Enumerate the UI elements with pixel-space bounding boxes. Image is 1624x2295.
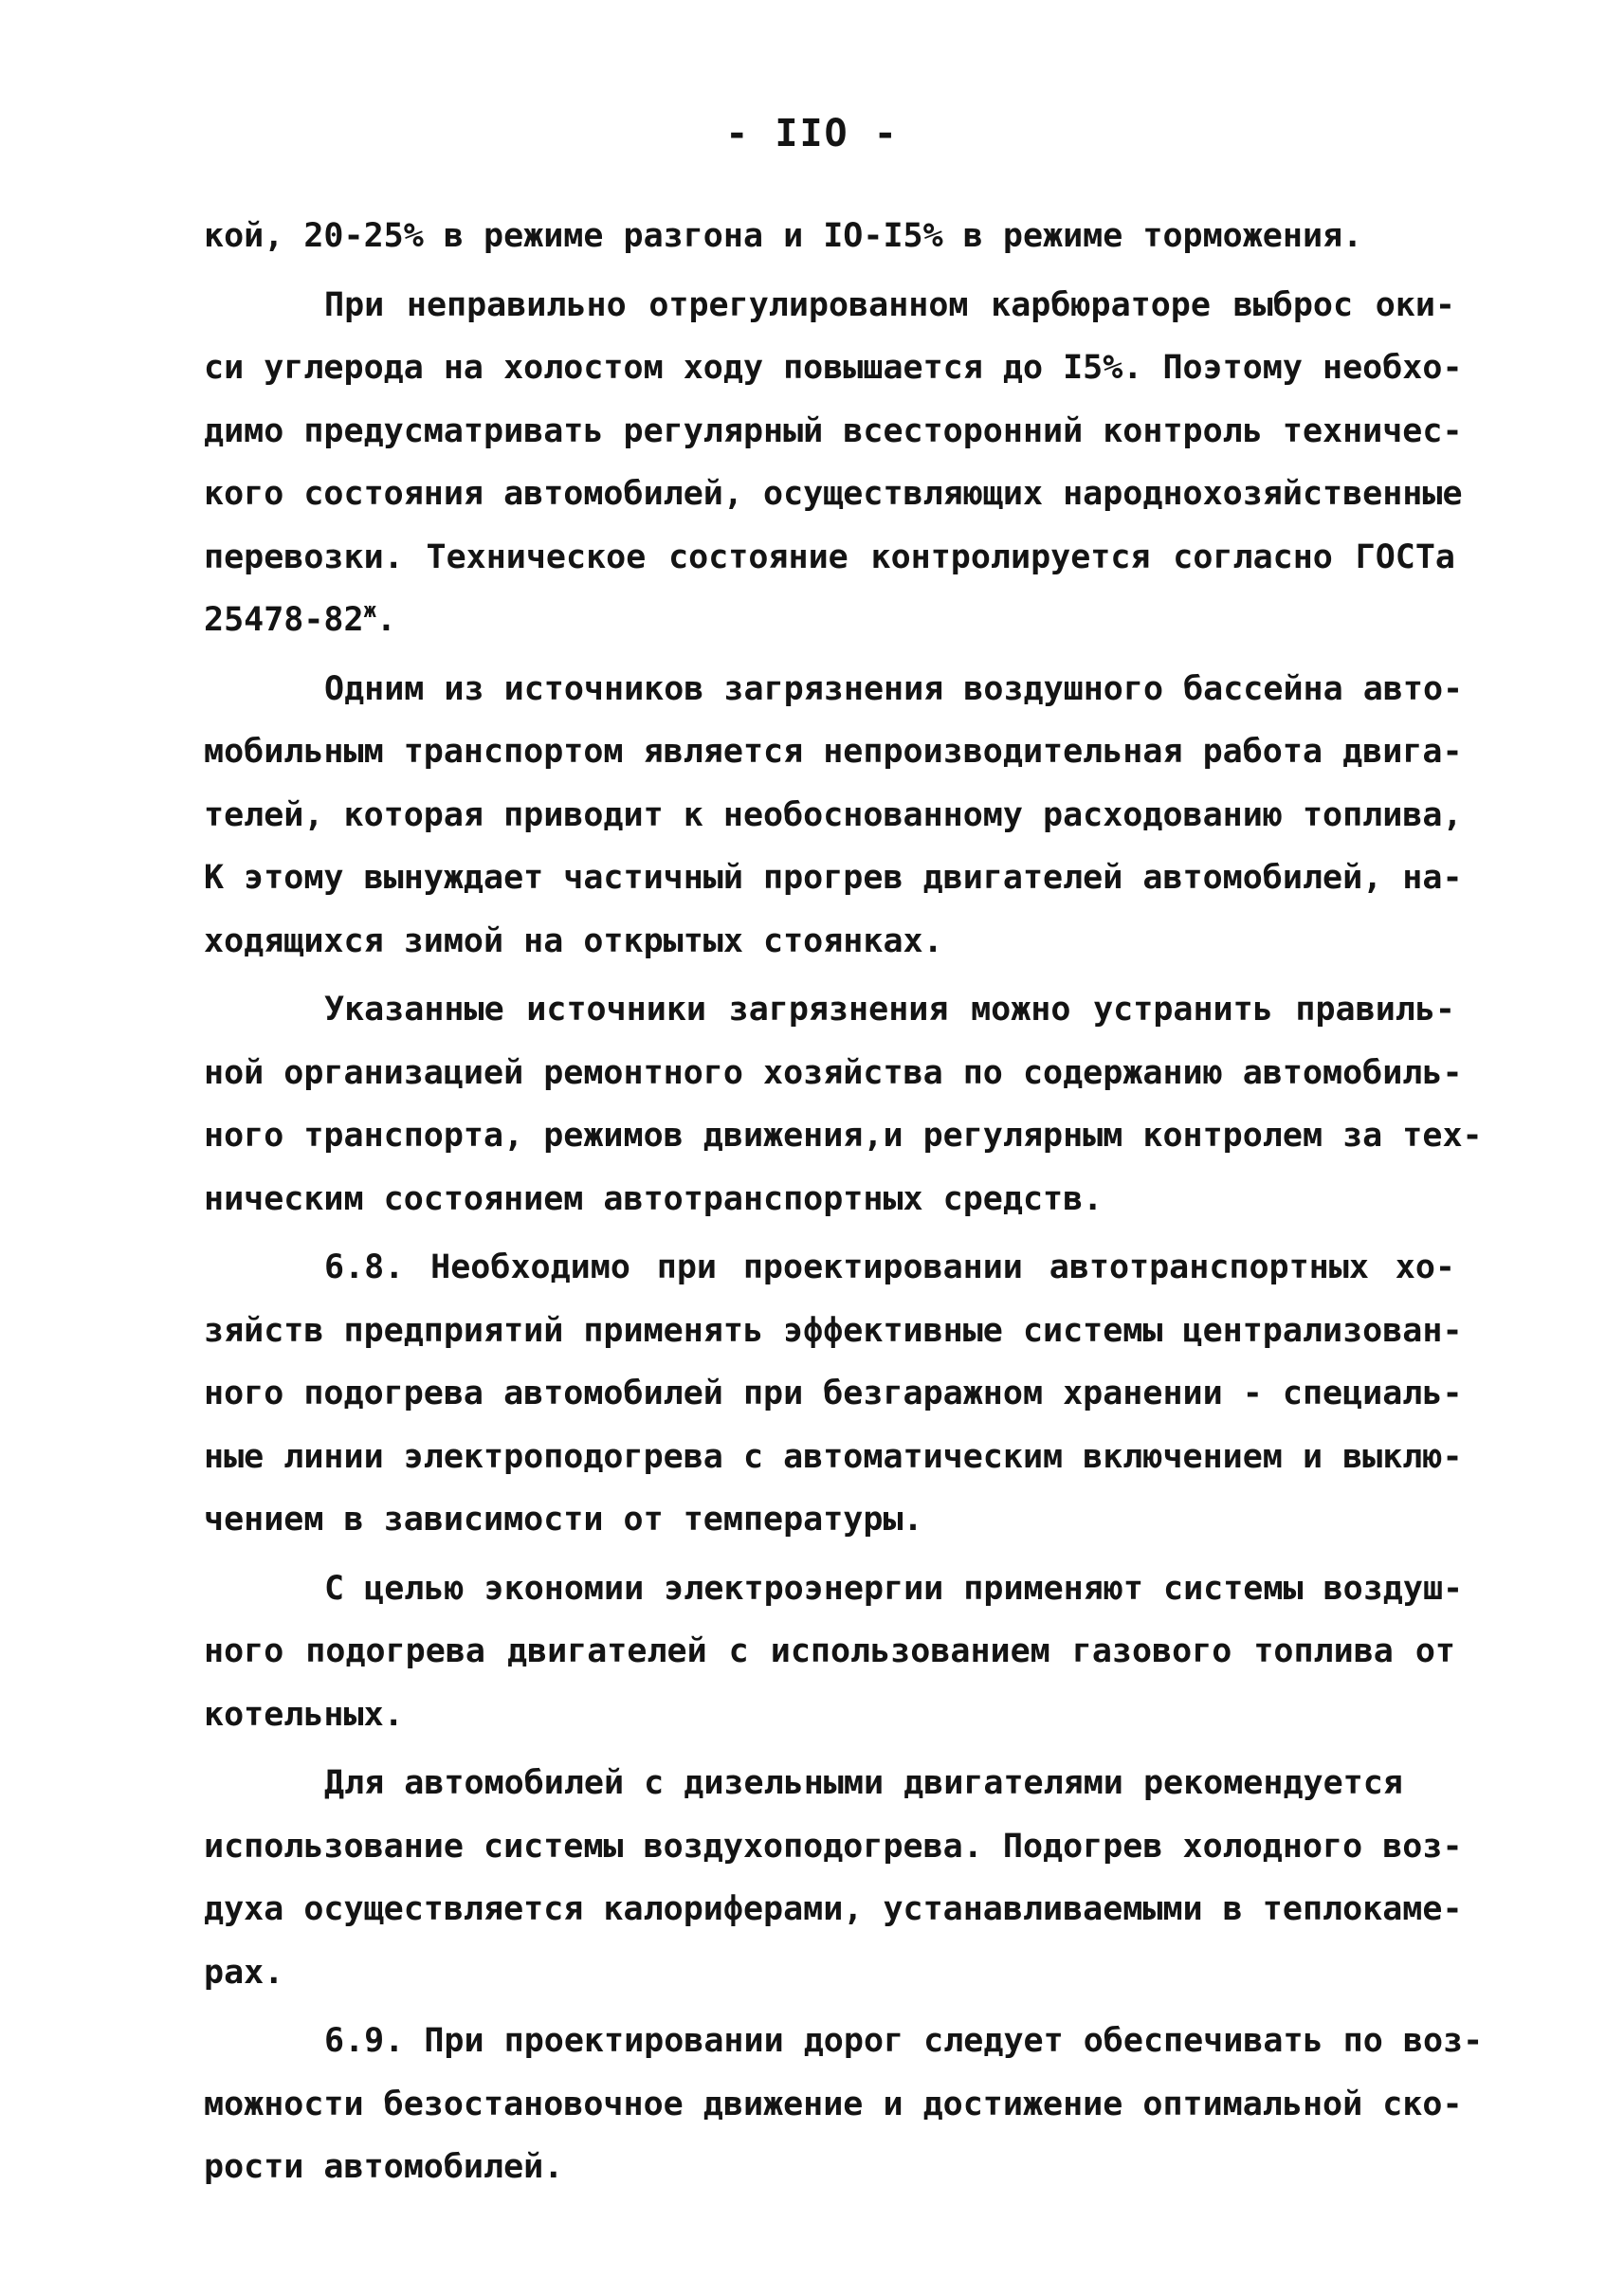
text-line: рах. (204, 1953, 284, 1992)
text-line: Указанные источники загрязнения можно устранить правиль- (324, 991, 1455, 1029)
text-line: использование системы воздухоподогрева. Подогрев холодного воз- (204, 1827, 1463, 1866)
paragraph (204, 658, 1464, 974)
text-line: телей, которая приводит к необоснованному расходованию топлива, (204, 795, 1463, 834)
text-line: С целью экономии электроэнергии применяют системы воздуш- (324, 1569, 1464, 1608)
paragraph (204, 205, 1455, 268)
text-line: 6.8. Необходимо при проектировании автотранспортных хо- (324, 1248, 1455, 1286)
text-line: ходящихся зимой на открытых стоянках. (204, 921, 943, 960)
text-line: мобильным транспортом является непроизводительная работа двига- (204, 733, 1463, 771)
body-text (204, 205, 1484, 2199)
text-line: 6.9. При проектировании дорог следует обеспечивать по воз- (324, 2022, 1484, 2060)
text-line: рости автомобилей. (204, 2148, 564, 2186)
text-line: Для автомобилей с дизельными двигателями рекомендуется (324, 1764, 1403, 1802)
text-line: чением в зависимости от температуры. (204, 1501, 923, 1539)
text-line: духа осуществляется калориферами, устанавливаемыми в теплокаме- (204, 1890, 1463, 1928)
text-line: котельных. (204, 1695, 404, 1734)
text-line: ные линии электроподогрева с автоматическим включением и выклю- (204, 1437, 1463, 1476)
text-line: зяйств предприятий применять эффективные системы централизован- (204, 1311, 1463, 1350)
paragraph (204, 2010, 1484, 2199)
text-line: ного транспорта, режимов движения,и регулярным контролем за тех- (204, 1117, 1483, 1155)
text-line: ного подогрева двигателей с использованием газового топлива от (204, 1632, 1455, 1670)
paragraph (204, 1752, 1463, 2004)
text-line: кого состояния автомобилей, осуществляющих народнохозяйственные (204, 475, 1463, 513)
sentence-end: . (375, 601, 396, 639)
text-line: К этому вынуждает частичный прогрев двигателей автомобилей, на- (204, 859, 1463, 897)
footnote-mark: ж (363, 599, 376, 623)
text-line: ной организацией ремонтного хозяйства по содержанию автомобиль- (204, 1053, 1463, 1092)
text-line: При неправильно отрегулированном карбюраторе выброс оки- (324, 285, 1455, 324)
text-line: можности безостановочное движение и достижение оптимальной ско- (204, 2085, 1463, 2123)
text-line: ного подогрева автомобилей при безгаражном хранении - специаль- (204, 1375, 1463, 1412)
standard-number: 25478-82 (204, 601, 364, 639)
text-line: кой, 20-25% в режиме разгона и IO-I5% в режиме торможения. (204, 217, 1363, 255)
paragraph (204, 1236, 1463, 1552)
text-line: ническим состоянием автотранспортных средств. (204, 1179, 1104, 1218)
text-line: перевозки. Техническое состояние контролируется согласно ГОСТа (204, 537, 1455, 576)
page-number: - IIO - (725, 112, 899, 155)
text-line (204, 589, 1455, 652)
paragraph (204, 978, 1483, 1230)
text-line: Одним из источников загрязнения воздушного бассейна авто- (324, 669, 1464, 708)
text-line: димо предусматривать регулярный всесторонний контроль техничес- (204, 411, 1463, 450)
paragraph (204, 274, 1463, 652)
text-line: си углерода на холостом ходу повышается до I5%. Поэтому необхо- (204, 349, 1463, 387)
paragraph (204, 1557, 1464, 1747)
